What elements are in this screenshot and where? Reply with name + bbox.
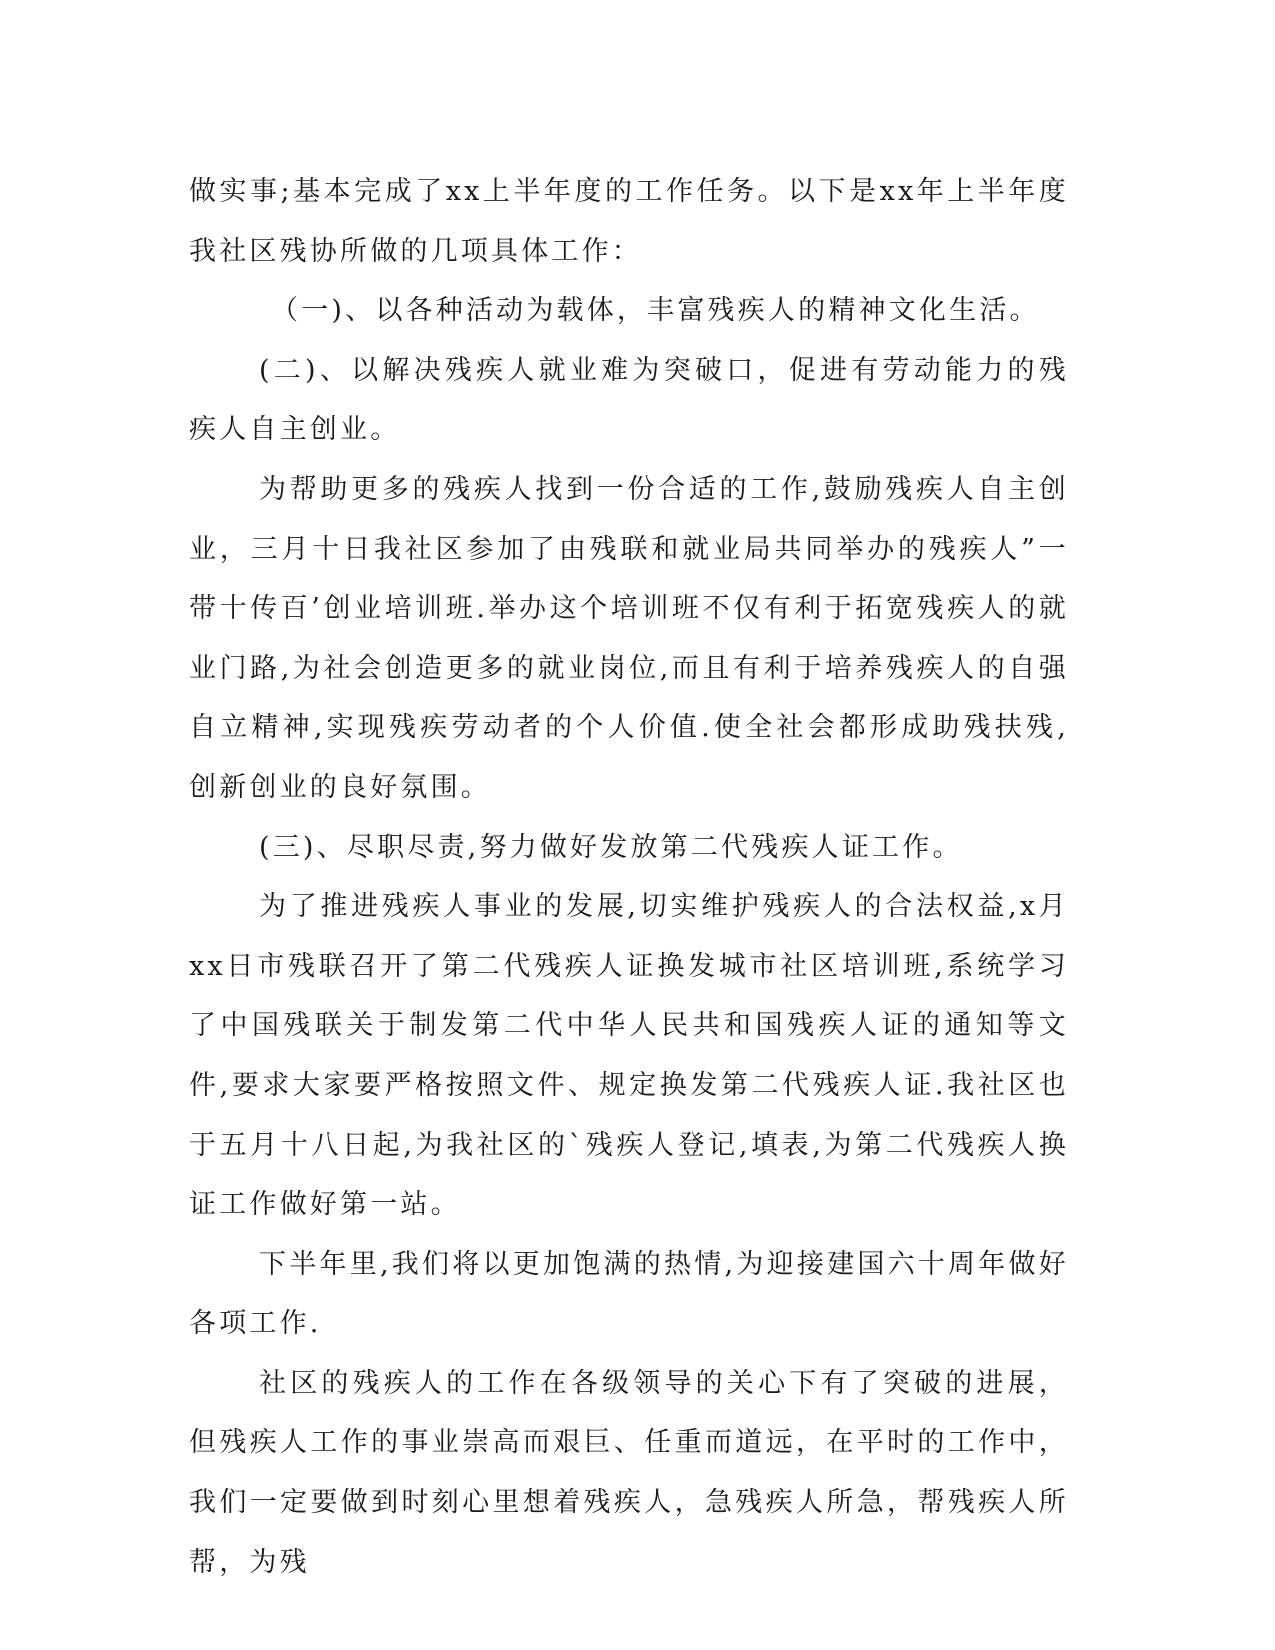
paragraph-section-two: (二)、以解决残疾人就业难为突破口，促进有劳动能力的残疾人自主创业。 bbox=[189, 354, 1069, 446]
paragraph-employment-training: 为帮助更多的残疾人找到一份合适的工作,鼓励残疾人自主创业，三月十日我社区参加了由残联和就业局共同举办的残疾人”一带十传百’创业培训班.举办这个培训班不仅有利于拓宽残疾人的就业门路,为社会创造更多的就业岗位,而且有利于培养残疾人的自强自立精神,实现残疾劳动者的个人价值.使全社会都形成助残扶残,创新创业的良好氛围。 bbox=[189, 473, 1069, 803]
paragraph-second-half-plan: 下半年里,我们将以更加饱满的热情,为迎接建国六十周年做好各项工作. bbox=[189, 1248, 1069, 1340]
paragraph-certificate-work: 为了推进残疾人事业的发展,切实维护残疾人的合法权益,x月xx日市残联召开了第二代残疾人证换发城市社区培训班,系统学习了中国残联关于制发第二代中华人民共和国残疾人证的通知等文件,要求大家要严格按照文件、规定换发第二代残疾人证.我社区也于五月十八日起,为我社区的`残疾人登记,填表,为第二代残疾人换证工作做好第一站。 bbox=[189, 891, 1069, 1221]
document-body bbox=[189, 162, 1069, 1592]
paragraph-section-one: （一)、以各种活动为载体，丰富残疾人的精神文化生活。 bbox=[271, 295, 1040, 327]
paragraph-intro: 做实事;基本完成了xx上半年度的工作任务。以下是xx年上半年度我社区残协所做的几项具体工作： bbox=[189, 176, 1069, 267]
paragraph-conclusion: 社区的残疾人的工作在各级领导的关心下有了突破的进展，但残疾人工作的事业崇高而艰巨、任重而道远，在平时的工作中，我们一定要做到时刻心里想着残疾人，急残疾人所急，帮残疾人所帮，为残 bbox=[189, 1367, 1069, 1578]
paragraph-section-three: (三)、尽职尽责,努力做好发放第二代残疾人证工作。 bbox=[259, 831, 963, 863]
